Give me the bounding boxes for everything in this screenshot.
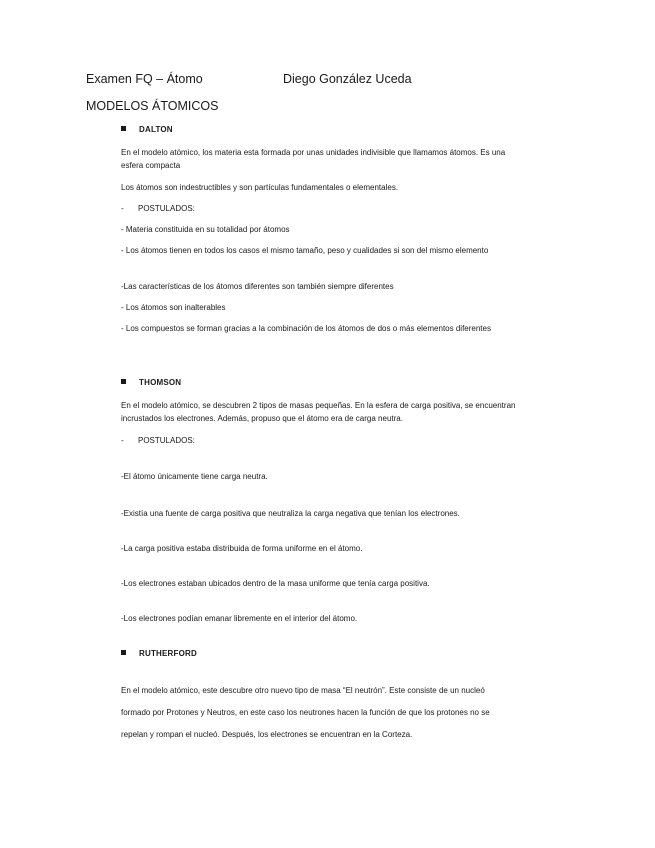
dalton-postulado: - Los átomos tienen en todos los casos el mismo tamaño, peso y cualidades si son del mismo elemento: [121, 246, 489, 255]
dalton-intro: En el modelo atómico, los materia esta formada por unas unidades indivisible que llamamos átomos. Es una esfera compacta: [121, 148, 506, 170]
section-heading-dalton: DALTON: [121, 125, 173, 134]
thomson-postulado: -El átomo únicamente tiene carga neutra.: [121, 472, 268, 481]
thomson-postulado: -Los electrones estaban ubicados dentro de la masa uniforme que tenía carga positiva.: [121, 579, 430, 588]
main-title: MODELOS ÁTOMICOS: [86, 99, 219, 113]
section-heading-rutherford: RUTHERFORD: [121, 649, 197, 658]
thomson-postulados-label: - POSTULADOS:: [121, 436, 195, 445]
dalton-intro-2: Los átomos son indestructibles y son partículas fundamentales o elementales.: [121, 183, 399, 192]
dalton-postulado: - Materia constituida en su totalidad por átomos: [121, 225, 290, 234]
thomson-intro: En el modelo atómico, se descubren 2 tipos de masas pequeñas. En la esfera de carga positiva, se encuentran incrustados los electrones. Además, propuso que el átomo era de carga neutra.: [121, 401, 516, 423]
dalton-postulado: - Los compuestos se forman gracias a la combinación de los átomos de dos o más elementos diferentes: [121, 324, 491, 333]
rutherford-intro: En el modelo atómico, este descubre otro nuevo tipo de masa “El neutrón”. Este consiste de un nucleó formado por Protones y Neutros, en este caso los neutrones hacen la función de que los protones no se repelan y rompan el nucleó. Después, los electrones se encuentran en la Corteza.: [121, 686, 490, 739]
thomson-postulado: -Los electrones podían emanar libremente en el interior del átomo.: [121, 614, 358, 623]
author-name: Diego González Uceda: [283, 72, 412, 86]
square-bullet-icon: [121, 126, 126, 131]
thomson-postulado: -La carga positiva estaba distribuida de forma uniforme en el átomo.: [121, 544, 363, 553]
square-bullet-icon: [121, 650, 126, 655]
document-header: [86, 72, 412, 86]
dalton-postulado: - Los átomos son inalterables: [121, 303, 226, 312]
dalton-postulados-label: - POSTULADOS:: [121, 204, 195, 213]
thomson-postulado: -Existía una fuente de carga positiva que neutraliza la carga negativa que tenían los electrones.: [121, 509, 460, 518]
square-bullet-icon: [121, 379, 126, 384]
dalton-postulado: -Las características de los átomos diferentes son también siempre diferentes: [121, 282, 394, 291]
section-heading-thomson: THOMSON: [121, 378, 181, 387]
exam-title: Examen FQ – Átomo: [86, 72, 203, 86]
